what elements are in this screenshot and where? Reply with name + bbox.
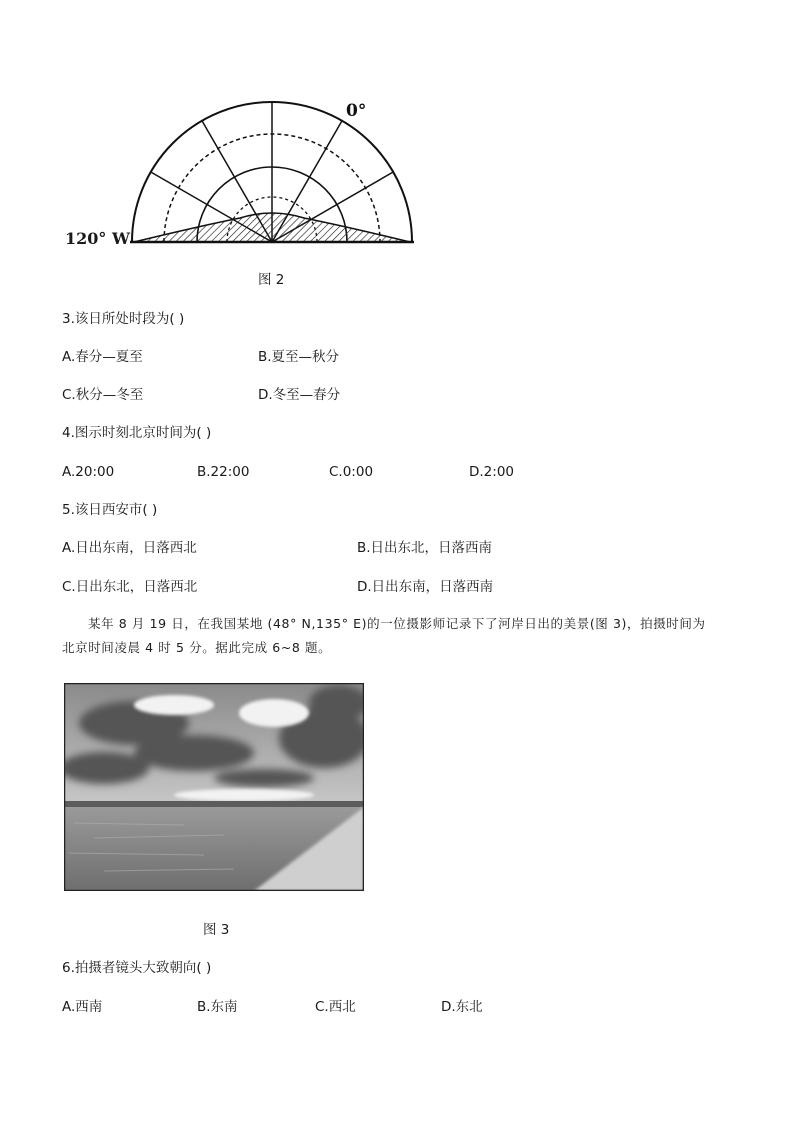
passage-line-1: 某年 8 月 19 日，在我国某地 (48° N,135° E)的一位摄影师记录下了河岸日出的美景(图 3)，拍摄时间为 bbox=[88, 616, 706, 631]
question-6-option-c[interactable]: C.西北 bbox=[315, 999, 356, 1015]
question-5-option-b[interactable]: B.日出东北，日落西南 bbox=[357, 540, 493, 556]
question-3-option-b[interactable]: B.夏至—秋分 bbox=[258, 349, 340, 365]
question-3-option-d[interactable]: D.冬至—春分 bbox=[258, 387, 341, 403]
figure-2-caption: 图 2 bbox=[258, 272, 285, 288]
question-4-option-b[interactable]: B.22:00 bbox=[197, 464, 250, 480]
label-0-degree: 0° bbox=[346, 101, 367, 121]
label-120w: 120° W bbox=[65, 229, 130, 248]
question-4-stem: 4.图示时刻北京时间为( ) bbox=[62, 425, 212, 441]
question-4-option-a[interactable]: A.20:00 bbox=[62, 464, 115, 480]
passage-line-2: 北京时间凌晨 4 时 5 分。据此完成 6~8 题。 bbox=[62, 640, 332, 655]
question-5-option-c[interactable]: C.日出东北，日落西北 bbox=[62, 579, 198, 595]
question-5-option-a[interactable]: A.日出东南，日落西北 bbox=[62, 540, 197, 556]
hatched-region bbox=[134, 213, 410, 242]
question-5-option-d[interactable]: D.日出东南，日落西南 bbox=[357, 579, 494, 595]
question-6-option-b[interactable]: B.东南 bbox=[197, 999, 238, 1015]
question-3-option-a[interactable]: A.春分—夏至 bbox=[62, 349, 143, 365]
figure-2-polar-diagram bbox=[120, 92, 430, 257]
question-6-stem: 6.拍摄者镜头大致朝向( ) bbox=[62, 960, 212, 976]
question-3-stem: 3.该日所处时段为( ) bbox=[62, 311, 185, 327]
question-5-stem: 5.该日西安市( ) bbox=[62, 502, 158, 518]
figure-3-photo bbox=[64, 683, 364, 891]
question-6-option-a[interactable]: A.西南 bbox=[62, 999, 103, 1015]
question-6-option-d[interactable]: D.东北 bbox=[441, 999, 483, 1015]
figure-3-caption: 图 3 bbox=[203, 922, 230, 938]
question-4-option-d[interactable]: D.2:00 bbox=[469, 464, 515, 480]
question-3-option-c[interactable]: C.秋分—冬至 bbox=[62, 387, 144, 403]
question-4-option-c[interactable]: C.0:00 bbox=[329, 464, 374, 480]
